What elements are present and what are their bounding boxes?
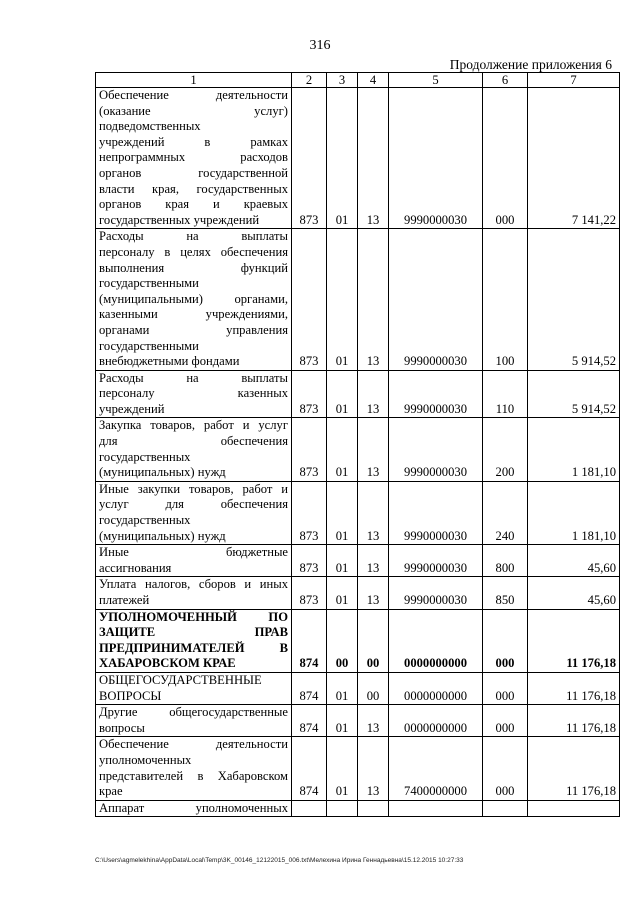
cell-c6: 000: [483, 609, 528, 672]
row-name-line: власти края, государственных: [99, 181, 288, 196]
row-name-cell: [96, 705, 292, 737]
cell-c2: 873: [292, 545, 327, 577]
cell-c7: 45,60: [528, 545, 620, 577]
row-name-line: ПРЕДПРИНИМАТЕЛЕЙ В: [99, 640, 288, 655]
cell-c2: 874: [292, 672, 327, 704]
table-row: [96, 229, 620, 370]
cell-c3: 01: [327, 705, 358, 737]
cell-c5: 9990000030: [389, 88, 483, 229]
cell-c7: 1 181,10: [528, 418, 620, 481]
cell-c5: [389, 800, 483, 817]
table-row: [96, 672, 620, 704]
continuation-note: Продолжение приложения 6: [449, 57, 612, 72]
row-name-line: Обеспечение деятельности: [99, 737, 288, 752]
row-name-line: персоналу в целях обеспечения: [99, 244, 288, 259]
row-name-cell: [96, 737, 292, 800]
cell-c4: 00: [358, 672, 389, 704]
cell-c4: 13: [358, 737, 389, 800]
row-name-line: персоналу казенных: [99, 386, 288, 401]
budget-table: [95, 72, 620, 817]
cell-c2: 873: [292, 88, 327, 229]
column-header: 2: [292, 73, 327, 88]
cell-c2: 874: [292, 609, 327, 672]
row-name-line: непрограммных расходов: [99, 150, 288, 165]
row-name-line: вопросы: [99, 720, 145, 735]
cell-c7: 5 914,52: [528, 229, 620, 370]
cell-c4: 13: [358, 545, 389, 577]
cell-c3: 01: [327, 229, 358, 370]
row-name-line: казенными учреждениями,: [99, 307, 288, 322]
cell-c6: 000: [483, 705, 528, 737]
cell-c4: 00: [358, 609, 389, 672]
row-name-line: ХАБАРОВСКОМ КРАЕ: [99, 656, 236, 671]
cell-c7: 1 181,10: [528, 481, 620, 544]
row-name-line: Аппарат уполномоченных: [99, 800, 288, 815]
cell-c7: 5 914,52: [528, 370, 620, 418]
table-row: [96, 609, 620, 672]
cell-c5: 9990000030: [389, 481, 483, 544]
cell-c2: 874: [292, 737, 327, 800]
cell-c7: 11 176,18: [528, 737, 620, 800]
row-name-line: учреждений в рамках: [99, 134, 288, 149]
row-name-line: представителей в Хабаровском: [99, 768, 288, 783]
row-name-line: Уплата налогов, сборов и иных: [99, 577, 288, 592]
file-path-footer: C:\Users\agmelekhina\AppData\Local\Temp\3K_00146_12122015_006.txt\Мелехина Ирина Геннадьевна\15.12.2015 10:27:33: [95, 857, 464, 864]
cell-c4: 13: [358, 577, 389, 609]
row-name-line: Расходы на выплаты: [99, 229, 288, 244]
table-row: [96, 577, 620, 609]
row-name-line: уполномоченных: [99, 752, 192, 767]
row-name-cell: [96, 609, 292, 672]
cell-c2: 874: [292, 705, 327, 737]
cell-c4: 13: [358, 370, 389, 418]
page-number: 316: [309, 38, 331, 53]
row-name-line: ОБЩЕГОСУДАРСТВЕННЫЕ: [99, 672, 262, 687]
cell-c5: 0000000000: [389, 705, 483, 737]
cell-c5: 9990000030: [389, 370, 483, 418]
cell-c2: 873: [292, 481, 327, 544]
cell-c2: 873: [292, 418, 327, 481]
column-header: 6: [483, 73, 528, 88]
row-name-line: государственными: [99, 276, 199, 291]
cell-c2: 873: [292, 370, 327, 418]
row-name-line: услуг для обеспечения: [99, 497, 288, 512]
cell-c5: 0000000000: [389, 672, 483, 704]
cell-c7: 11 176,18: [528, 672, 620, 704]
row-name-line: выполнения функций: [99, 260, 288, 275]
row-name-cell: [96, 577, 292, 609]
cell-c7: 11 176,18: [528, 705, 620, 737]
cell-c4: 13: [358, 229, 389, 370]
row-name-cell: [96, 418, 292, 481]
row-name-cell: [96, 672, 292, 704]
row-name-line: (муниципальных) нужд: [99, 465, 226, 480]
cell-c5: 9990000030: [389, 545, 483, 577]
row-name-line: (муниципальных) нужд: [99, 528, 226, 543]
cell-c3: [327, 800, 358, 817]
row-name-cell: [96, 481, 292, 544]
cell-c5: 9990000030: [389, 418, 483, 481]
cell-c3: 01: [327, 672, 358, 704]
cell-c4: 13: [358, 705, 389, 737]
row-name-line: органами управления: [99, 322, 288, 337]
cell-c3: 01: [327, 737, 358, 800]
cell-c4: 13: [358, 88, 389, 229]
table-row: [96, 705, 620, 737]
cell-c3: 01: [327, 370, 358, 418]
table-row: [96, 370, 620, 418]
table-row: [96, 481, 620, 544]
cell-c6: 000: [483, 88, 528, 229]
column-header: 5: [389, 73, 483, 88]
row-name-line: Расходы на выплаты: [99, 370, 288, 385]
cell-c4: [358, 800, 389, 817]
row-name-line: ВОПРОСЫ: [99, 688, 162, 703]
row-name-line: подведомственных: [99, 119, 201, 134]
cell-c3: 01: [327, 545, 358, 577]
row-name-line: (оказание услуг): [99, 103, 288, 118]
row-name-line: (муниципальными) органами,: [99, 291, 288, 306]
cell-c3: 00: [327, 609, 358, 672]
cell-c6: 240: [483, 481, 528, 544]
cell-c6: [483, 800, 528, 817]
cell-c2: 873: [292, 229, 327, 370]
row-name-line: государственных: [99, 449, 191, 464]
row-name-line: для обеспечения: [99, 434, 288, 449]
cell-c3: 01: [327, 481, 358, 544]
cell-c3: 01: [327, 577, 358, 609]
row-name-line: внебюджетными фондами: [99, 354, 240, 369]
row-name-line: крае: [99, 784, 123, 799]
row-name-cell: [96, 229, 292, 370]
row-name-cell: [96, 370, 292, 418]
cell-c6: 000: [483, 737, 528, 800]
cell-c4: 13: [358, 418, 389, 481]
cell-c6: 100: [483, 229, 528, 370]
cell-c7: 45,60: [528, 577, 620, 609]
cell-c6: 000: [483, 672, 528, 704]
row-name-line: Иные закупки товаров, работ и: [99, 481, 288, 496]
row-name-cell: [96, 800, 292, 817]
cell-c4: 13: [358, 481, 389, 544]
column-header: 7: [528, 73, 620, 88]
row-name-line: учреждений: [99, 401, 165, 416]
cell-c2: [292, 800, 327, 817]
cell-c5: 7400000000: [389, 737, 483, 800]
row-name-line: ассигнования: [99, 560, 172, 575]
cell-c2: 873: [292, 577, 327, 609]
row-name-line: государственных учреждений: [99, 212, 260, 227]
table-row: [96, 545, 620, 577]
table-row: [96, 737, 620, 800]
row-name-cell: [96, 545, 292, 577]
row-name-line: Обеспечение деятельности: [99, 88, 288, 102]
cell-c3: 01: [327, 418, 358, 481]
row-name-line: Иные бюджетные: [99, 545, 288, 560]
column-header: 3: [327, 73, 358, 88]
cell-c5: 0000000000: [389, 609, 483, 672]
cell-c3: 01: [327, 88, 358, 229]
cell-c5: 9990000030: [389, 577, 483, 609]
cell-c7: [528, 800, 620, 817]
table-row: [96, 800, 620, 817]
cell-c7: 11 176,18: [528, 609, 620, 672]
row-name-line: Закупка товаров, работ и услуг: [99, 418, 288, 433]
row-name-line: ЗАЩИТЕ ПРАВ: [99, 625, 288, 640]
cell-c6: 850: [483, 577, 528, 609]
header-row: [96, 73, 620, 88]
cell-c5: 9990000030: [389, 229, 483, 370]
row-name-line: Другие общегосударственные: [99, 705, 288, 720]
cell-c6: 110: [483, 370, 528, 418]
row-name-cell: [96, 88, 292, 229]
row-name-line: органов края и краевых: [99, 197, 288, 212]
row-name-line: государственных: [99, 513, 191, 528]
column-header: 4: [358, 73, 389, 88]
column-header: 1: [96, 73, 292, 88]
cell-c6: 800: [483, 545, 528, 577]
row-name-line: УПОЛНОМОЧЕННЫЙ ПО: [99, 609, 288, 624]
table-row: [96, 88, 620, 229]
row-name-line: платежей: [99, 593, 150, 607]
table-row: [96, 418, 620, 481]
row-name-line: органов государственной: [99, 165, 288, 180]
row-name-line: государственными: [99, 338, 199, 353]
cell-c6: 200: [483, 418, 528, 481]
cell-c7: 7 141,22: [528, 88, 620, 229]
